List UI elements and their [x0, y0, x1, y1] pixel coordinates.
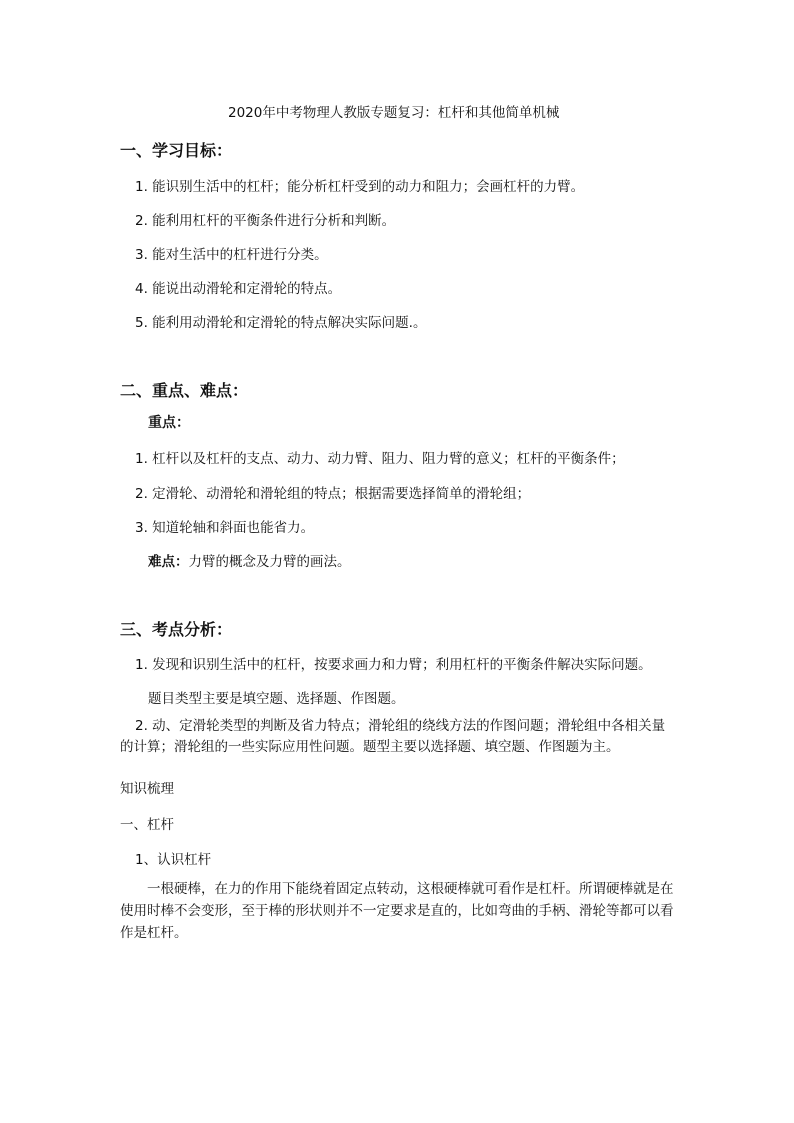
key-item-1: 1. 杠杆以及杠杆的支点、动力、动力臂、阻力、阻力臂的意义；杠杆的平衡条件；: [135, 451, 625, 467]
objective-item-4: 4. 能说出动滑轮和定滑轮的特点。: [135, 281, 342, 297]
objective-item-2: 2. 能利用杠杆的平衡条件进行分析和判断。: [135, 213, 396, 229]
exam-item-2: 2. 动、定滑轮类型的判断及省力特点；滑轮组的绕线方法的作图问题；滑轮组中各相关量的计算；滑轮组的一些实际应用性问题。题型主要以选择题、填空题、作图题为主。: [120, 718, 666, 755]
difficulty-label: 难点：: [148, 554, 189, 570]
exam-item-1-sub: 题目类型主要是填空题、选择题、作图题。: [148, 691, 405, 707]
objective-item-5: 5. 能利用动滑轮和定滑轮的特点解决实际问题.。: [135, 315, 427, 331]
key-item-3: 3. 知道轮轴和斜面也能省力。: [135, 520, 315, 536]
lever-paragraph: 一根硬棒，在力的作用下能绕着固定点转动，这根硬棒就可看作是杠杆。所谓硬棒就是在使用时棒不会变形，至于棒的形状则并不一定要求是直的，比如弯曲的手柄、滑轮等都可以看作是杠杆。: [120, 881, 674, 941]
difficulty-text: 力臂的概念及力臂的画法。: [188, 554, 351, 570]
difficulty-line: [148, 550, 351, 570]
knowledge-heading: 知识梳理: [120, 781, 174, 797]
knowledge-part1: 一、杠杆: [120, 817, 174, 833]
exam-item-1: 1. 发现和识别生活中的杠杆，按要求画力和力臂；利用杠杆的平衡条件解决实际问题。: [135, 657, 652, 673]
knowledge-sub1: 1、认识杠杆: [135, 852, 212, 868]
key-item-2: 2. 定滑轮、动滑轮和滑轮组的特点；根据需要选择简单的滑轮组；: [135, 486, 531, 502]
doc-title: 2020年中考物理人教版专题复习：杠杆和其他简单机械: [228, 105, 560, 121]
section2-heading: 二、重点、难点：: [120, 381, 249, 400]
objective-item-3: 3. 能对生活中的杠杆进行分类。: [135, 247, 328, 263]
section3-heading: 三、考点分析：: [120, 620, 233, 639]
objective-item-1: 1. 能识别生活中的杠杆；能分析杠杆受到的动力和阻力；会画杠杆的力臂。: [135, 179, 585, 195]
section1-heading: 一、学习目标：: [120, 141, 233, 160]
key-points-label: 重点：: [148, 415, 190, 431]
